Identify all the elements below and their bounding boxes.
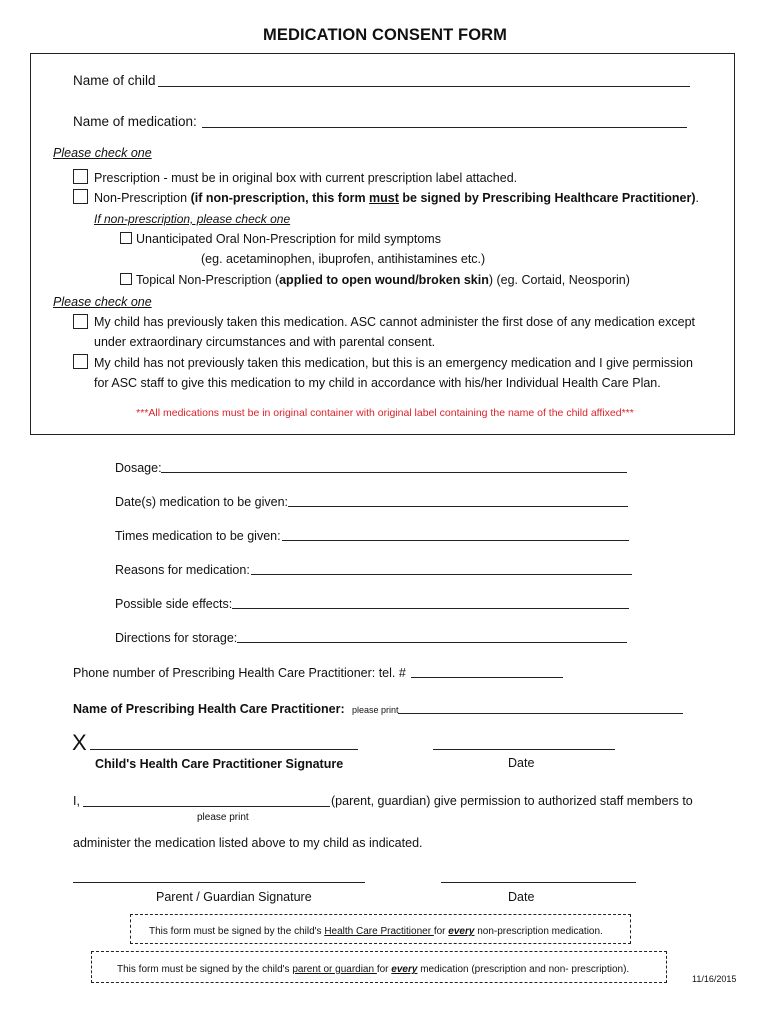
side-effects-field[interactable] [232,608,629,609]
practitioner-signature-label: Child's Health Care Practitioner Signature [95,757,344,771]
parent-please-print: please print [197,812,249,823]
practitioner-signature-field[interactable] [90,749,358,750]
consent-permission-text: (parent, guardian) give permission to authorized staff members to [331,794,693,808]
previously-taken-checkbox[interactable] [73,314,88,329]
parent-date-label: Date [508,890,535,904]
nonprescription-sub-heading: If non-prescription, please check one [94,212,291,226]
signature-x-mark: X [72,730,87,755]
prescription-checkbox[interactable] [73,169,88,184]
child-name-field[interactable] [158,86,690,87]
revision-date: 11/16/2015 [692,974,737,984]
medication-name-label: Name of medication: [73,114,197,129]
storage-label: Directions for storage: [115,631,238,645]
emergency-medication-checkbox[interactable] [73,354,88,369]
administer-text: administer the medication listed above to my child as indicated. [73,836,423,850]
previously-taken-line1: My child has previously taken this medication. ASC cannot administer the first dose of any medication except [94,315,695,329]
storage-field[interactable] [237,642,627,643]
section2-heading: Please check one [53,295,152,309]
nonprescription-checkbox[interactable] [73,189,88,204]
oral-checkbox[interactable] [120,232,132,244]
parent-name-field[interactable] [83,806,330,807]
nonprescription-label: Non-Prescription (if non-prescription, this form must be signed by Prescribing Healthcare Practitioner). [94,191,700,205]
consent-i-label: I, [73,794,80,808]
previously-taken-line2: under extraordinary circumstances and with parental consent. [94,335,436,349]
parent-signature-field[interactable] [73,882,365,883]
form-title: MEDICATION CONSENT FORM [263,26,507,44]
dates-label: Date(s) medication to be given: [115,495,289,509]
practitioner-note-text: This form must be signed by the child's Health Care Practitioner for every non-prescription medication. [149,926,603,937]
parent-note-text: This form must be signed by the child's parent or guardian for every medication (prescription and non- prescription). [117,964,630,975]
topical-checkbox[interactable] [120,273,132,285]
emergency-medication-line1: My child has not previously taken this medication, but this is an emergency medication and I give permission [94,356,693,370]
emergency-medication-line2: for ASC staff to give this medication to my child in accordance with his/her Individual Health Care Plan. [94,376,661,390]
practitioner-please-print: please print [352,705,399,715]
practitioner-phone-field[interactable] [411,677,563,678]
reasons-label: Reasons for medication: [115,563,250,577]
dosage-field[interactable] [161,472,627,473]
topical-label: Topical Non-Prescription (applied to open wound/broken skin) (eg. Cortaid, Neosporin) [136,273,630,287]
original-container-notice: ***All medications must be in original container with original label containing the name of the child affixed*** [136,407,634,419]
times-field[interactable] [282,540,629,541]
practitioner-name-label: Name of Prescribing Health Care Practitioner: [73,702,345,716]
medication-name-field[interactable] [202,127,687,128]
oral-examples: (eg. acetaminophen, ibuprofen, antihistamines etc.) [201,252,486,266]
practitioner-date-field[interactable] [433,749,615,750]
side-effects-label: Possible side effects: [115,597,233,611]
dosage-label: Dosage: [115,461,162,475]
parent-signature-label: Parent / Guardian Signature [156,890,312,904]
parent-date-field[interactable] [441,882,636,883]
times-label: Times medication to be given: [115,529,281,543]
oral-label: Unanticipated Oral Non-Prescription for mild symptoms [136,232,441,246]
practitioner-date-label: Date [508,756,535,770]
dates-field[interactable] [288,506,628,507]
child-name-label: Name of child [73,73,156,88]
practitioner-phone-label: Phone number of Prescribing Health Care Practitioner: tel. # [73,666,406,680]
section1-heading: Please check one [53,146,152,160]
prescription-label: Prescription - must be in original box with current prescription label attached. [94,171,518,185]
reasons-field[interactable] [251,574,632,575]
practitioner-name-field[interactable] [398,713,683,714]
